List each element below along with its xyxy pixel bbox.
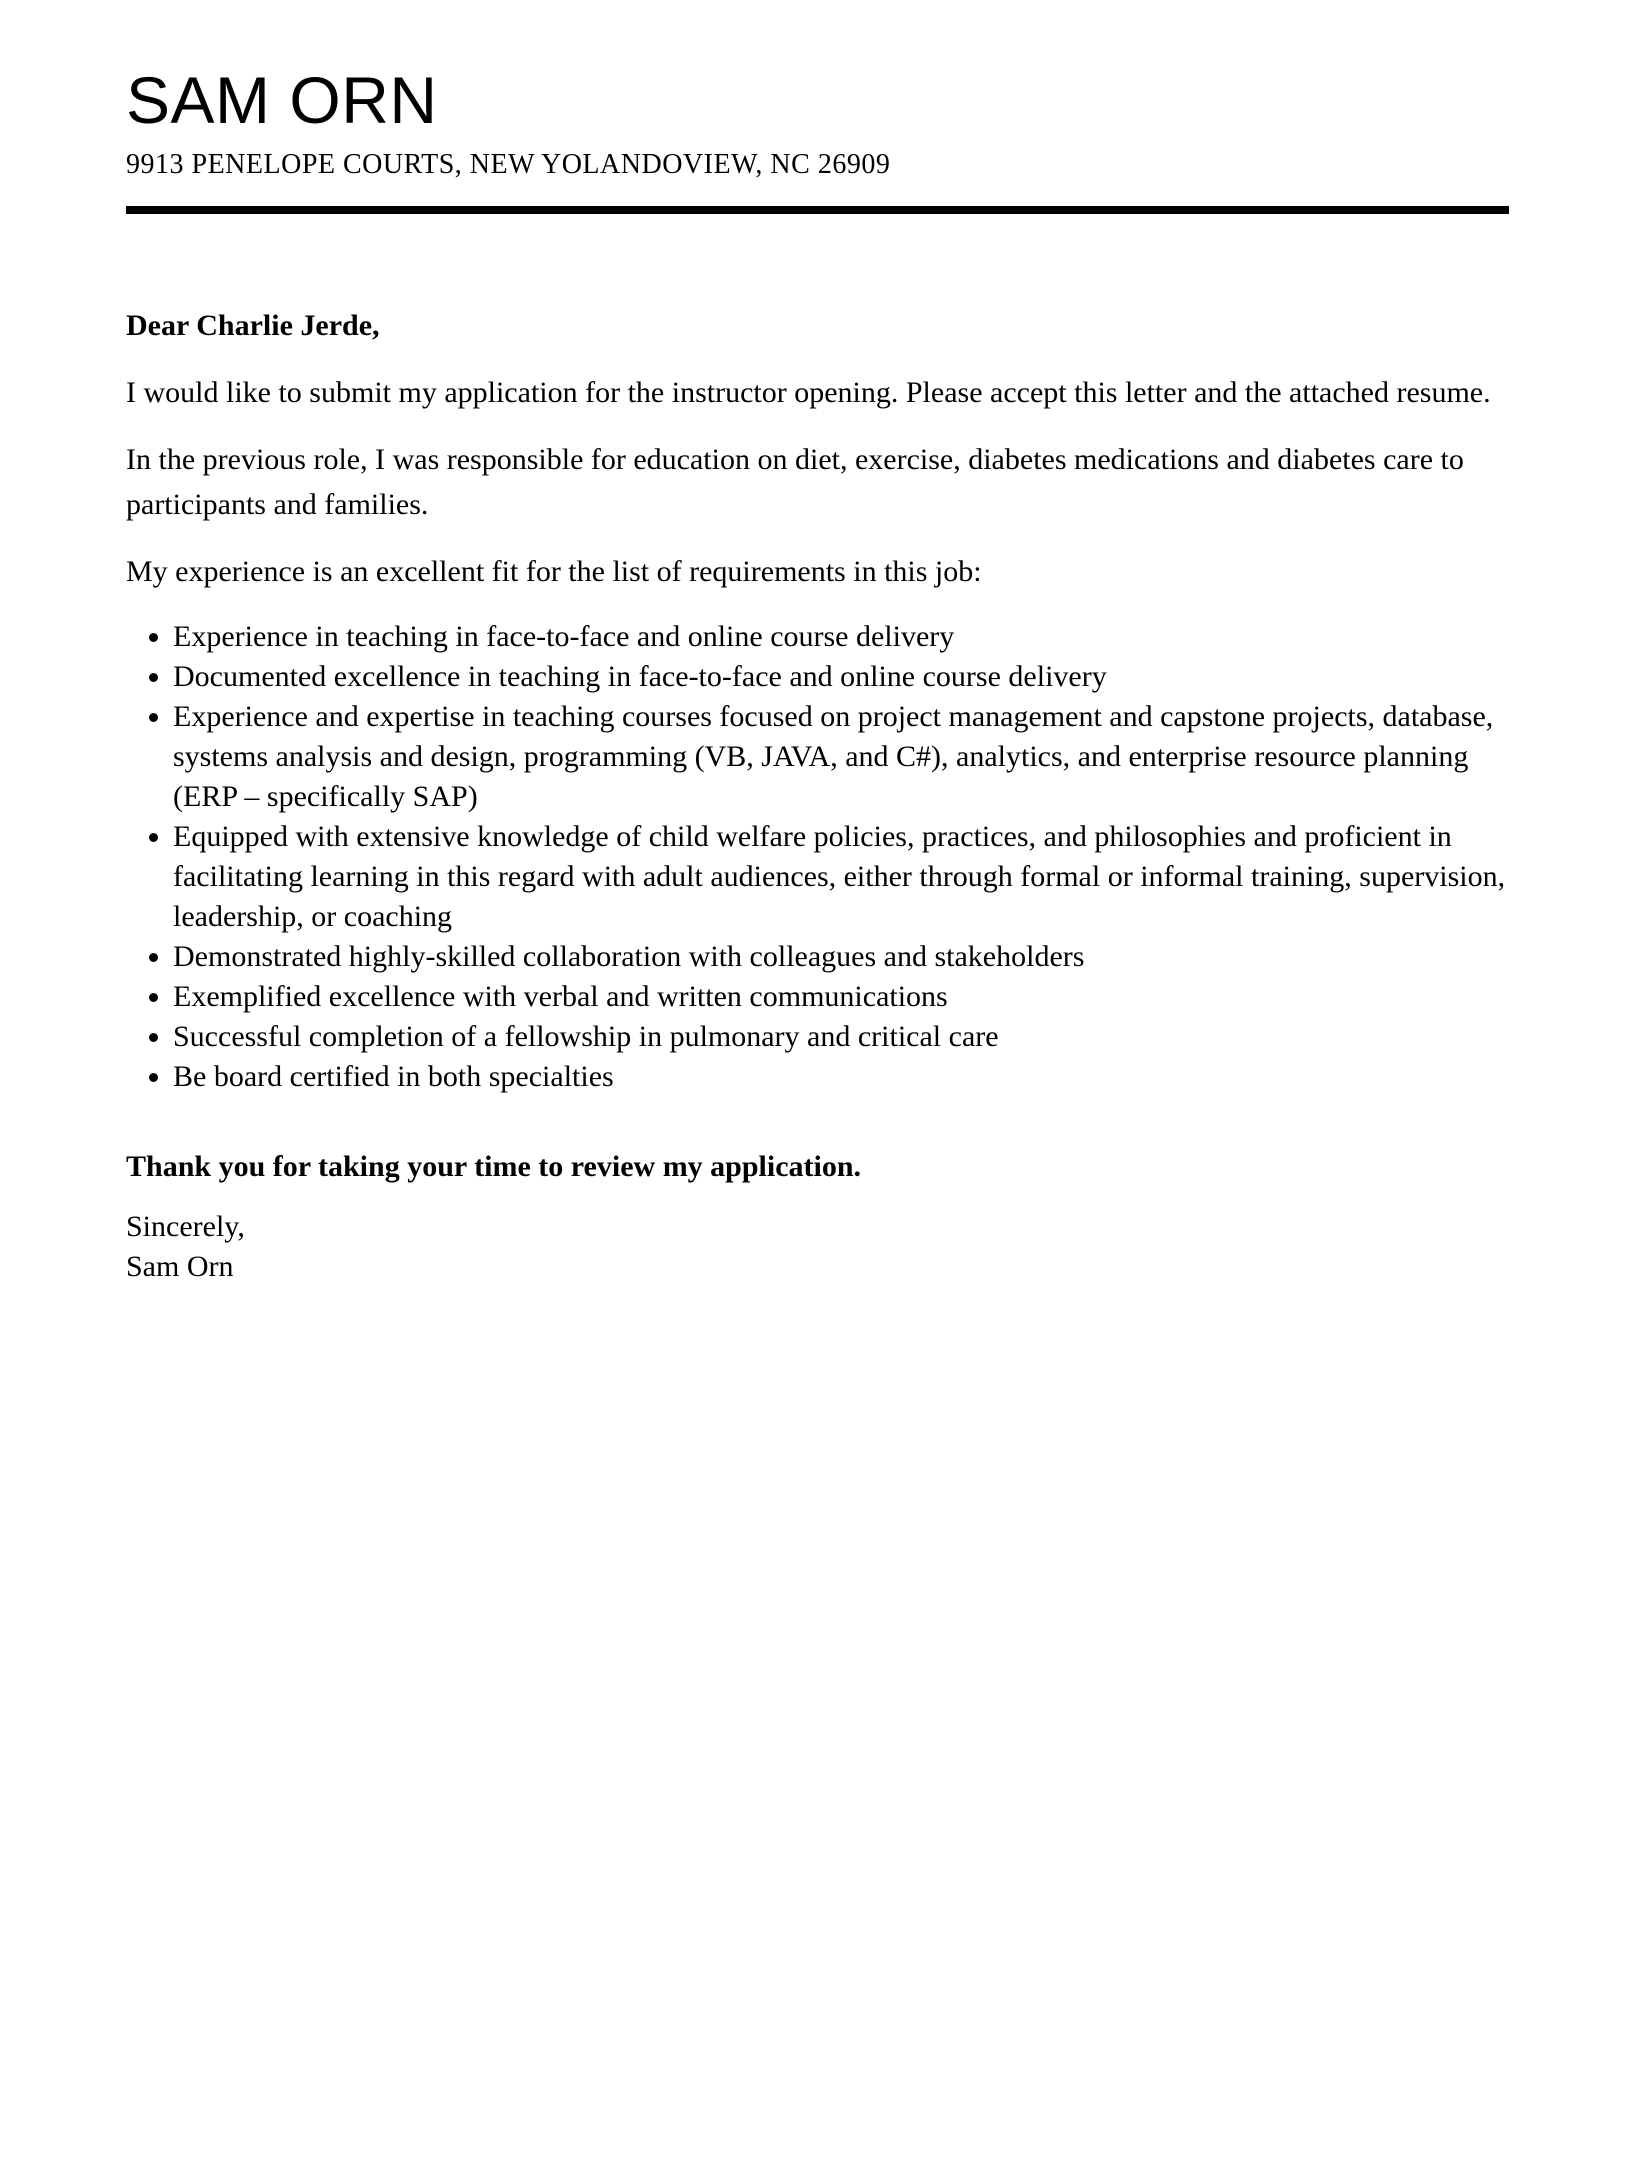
closing-statement: Thank you for taking your time to review my application. [126, 1150, 862, 1183]
requirement-item: • Demonstrated highly-skilled collaboration with colleagues and stakeholders [173, 937, 1509, 977]
requirement-item: • Equipped with extensive knowledge of child welfare policies, practices, and philosophies and proficient in facilitating learning in this regard with adult audiences, either through formal or informal training, supervision, leadership, or coaching [173, 817, 1509, 937]
requirement-item: • Successful completion of a fellowship in pulmonary and critical care [173, 1017, 1509, 1057]
requirement-item: • Be board certified in both specialties [173, 1057, 1509, 1097]
previous-role-paragraph: In the previous role, I was responsible for education on diet, exercise, diabetes medications and diabetes care to participants and families. [126, 443, 1464, 521]
experience-fit-paragraph: My experience is an excellent fit for the list of requirements in this job: [126, 555, 982, 588]
signoff: Sincerely, [126, 1210, 245, 1243]
intro-paragraph: I would like to submit my application for the instructor opening. Please accept this letter and the attached resume. [126, 376, 1491, 409]
cover-letter-page [126, 63, 1509, 1287]
letter-header [126, 63, 1509, 214]
greeting: Dear Charlie Jerde, [126, 309, 380, 342]
signature-name: Sam Orn [126, 1250, 234, 1283]
requirement-item: • Experience and expertise in teaching courses focused on project management and capstone projects, database, systems analysis and design, programming (VB, JAVA, and C#), analytics, and enterprise resource planning (ERP – specifically SAP) [173, 697, 1509, 817]
letter-body [126, 303, 1509, 1287]
requirement-item: • Exemplified excellence with verbal and written communications [173, 977, 1509, 1017]
requirement-item: • Documented excellence in teaching in face-to-face and online course delivery [173, 657, 1509, 697]
requirement-item: • Experience in teaching in face-to-face and online course delivery [173, 617, 1509, 657]
signoff-block [126, 1207, 1509, 1287]
applicant-name: SAM ORN [126, 63, 438, 137]
applicant-address: 9913 PENELOPE COURTS, NEW YOLANDOVIEW, NC 26909 [126, 149, 891, 180]
header-divider-rule [126, 206, 1509, 214]
requirements-list [126, 617, 1509, 1097]
